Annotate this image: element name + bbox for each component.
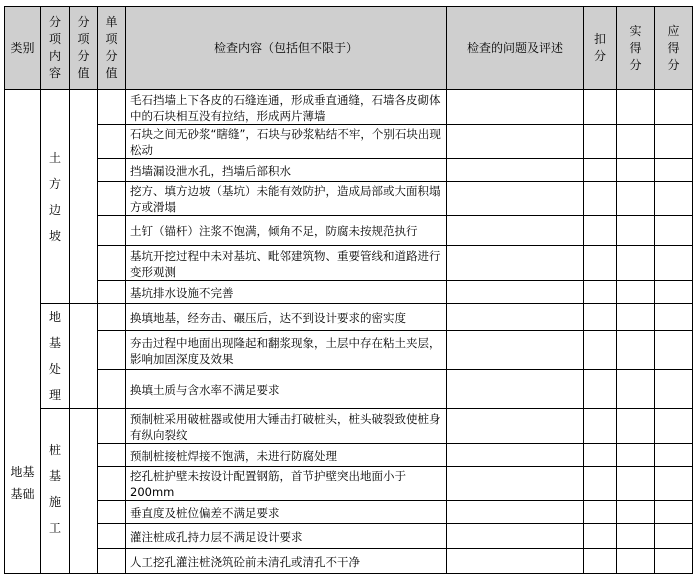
- table-row: [5, 159, 693, 182]
- check-item: 人工挖孔灌注桩浇筑砼前未清孔或清孔不干净: [126, 549, 447, 574]
- header-issues: 检查的问题及评述: [447, 7, 584, 90]
- table-row: [5, 216, 693, 246]
- table-row: [5, 331, 693, 370]
- header-sub-score: 分项分值: [70, 7, 98, 90]
- header-check-content: 检查内容（包括但不限于）: [126, 7, 447, 90]
- check-item: 预制桩接桩焊接不饱满，未进行防腐处理: [126, 444, 447, 467]
- sub-score-cell: [70, 90, 98, 304]
- deduct-cell: [584, 90, 617, 125]
- section-label-foundation: 地基处理: [41, 304, 70, 409]
- table-row: [5, 467, 693, 501]
- header-actual: 实得分: [617, 7, 655, 90]
- header-should: 应得分: [655, 7, 693, 90]
- check-item: 毛石挡墙上下各皮的石缝连通，形成垂直通缝，石墙各皮砌体中的石块相互没有拉结，形成两片薄墙: [126, 90, 447, 125]
- check-item: 土钉（锚杆）注浆不饱满，倾角不足，防腐未按规范执行: [126, 216, 447, 246]
- single-score-cell: [98, 90, 126, 125]
- table-row: [5, 246, 693, 281]
- table-row: [5, 501, 693, 524]
- header-category: 类别: [5, 7, 41, 90]
- table-row: [5, 524, 693, 549]
- check-item: 基坑排水设施不完善: [126, 281, 447, 304]
- check-item: 石块之间无砂浆“瞎缝”，石块与砂浆粘结不牢，个别石块出现松动: [126, 125, 447, 159]
- table-row: [5, 409, 693, 444]
- header-deduct: 扣分: [584, 7, 617, 90]
- section-label-earthwork: 土方边坡: [41, 90, 70, 304]
- actual-cell: [617, 90, 655, 125]
- section-label-pile: 桩基施工: [41, 409, 70, 574]
- check-item: 预制桩采用破桩器或使用大锤击打破桩头，桩头破裂致使桩身有纵向裂纹: [126, 409, 447, 444]
- table-row: [5, 90, 693, 125]
- header-single-score: 单项分值: [98, 7, 126, 90]
- check-item: 垂直度及桩位偏差不满足要求: [126, 501, 447, 524]
- inspection-table: [4, 6, 693, 574]
- check-item: 挖孔桩护壁未按设计配置钢筋，首节护壁突出地面小于200mm: [126, 467, 447, 501]
- sub-score-cell: [70, 304, 98, 409]
- check-item: 夯击过程中地面出现隆起和翻浆现象，土层中存在粘土夹层，影响加固深度及效果: [126, 331, 447, 370]
- sub-score-cell: [70, 409, 98, 574]
- check-item: 挖方、填方边坡（基坑）未能有效防护，造成局部或大面积塌方或滑塌: [126, 182, 447, 216]
- table-row: [5, 304, 693, 331]
- header-row: [5, 7, 693, 90]
- should-cell: [655, 90, 693, 125]
- check-item: 基坑开挖过程中未对基坑、毗邻建筑物、重要管线和道路进行变形观测: [126, 246, 447, 281]
- table-row: [5, 444, 693, 467]
- table-row: [5, 370, 693, 409]
- table-row: [5, 281, 693, 304]
- table-row: [5, 125, 693, 159]
- check-item: 灌注桩成孔持力层不满足设计要求: [126, 524, 447, 549]
- check-item: 挡墙漏设泄水孔，挡墙后部积水: [126, 159, 447, 182]
- table-row: [5, 182, 693, 216]
- issue-cell: [447, 90, 584, 125]
- check-item: 换填地基，经夯击、碾压后，达不到设计要求的密实度: [126, 304, 447, 331]
- header-sub-content: 分项内容: [41, 7, 70, 90]
- category-cell: 地基基础: [5, 90, 41, 574]
- table-row: [5, 549, 693, 574]
- check-item: 换填土质与含水率不满足要求: [126, 370, 447, 409]
